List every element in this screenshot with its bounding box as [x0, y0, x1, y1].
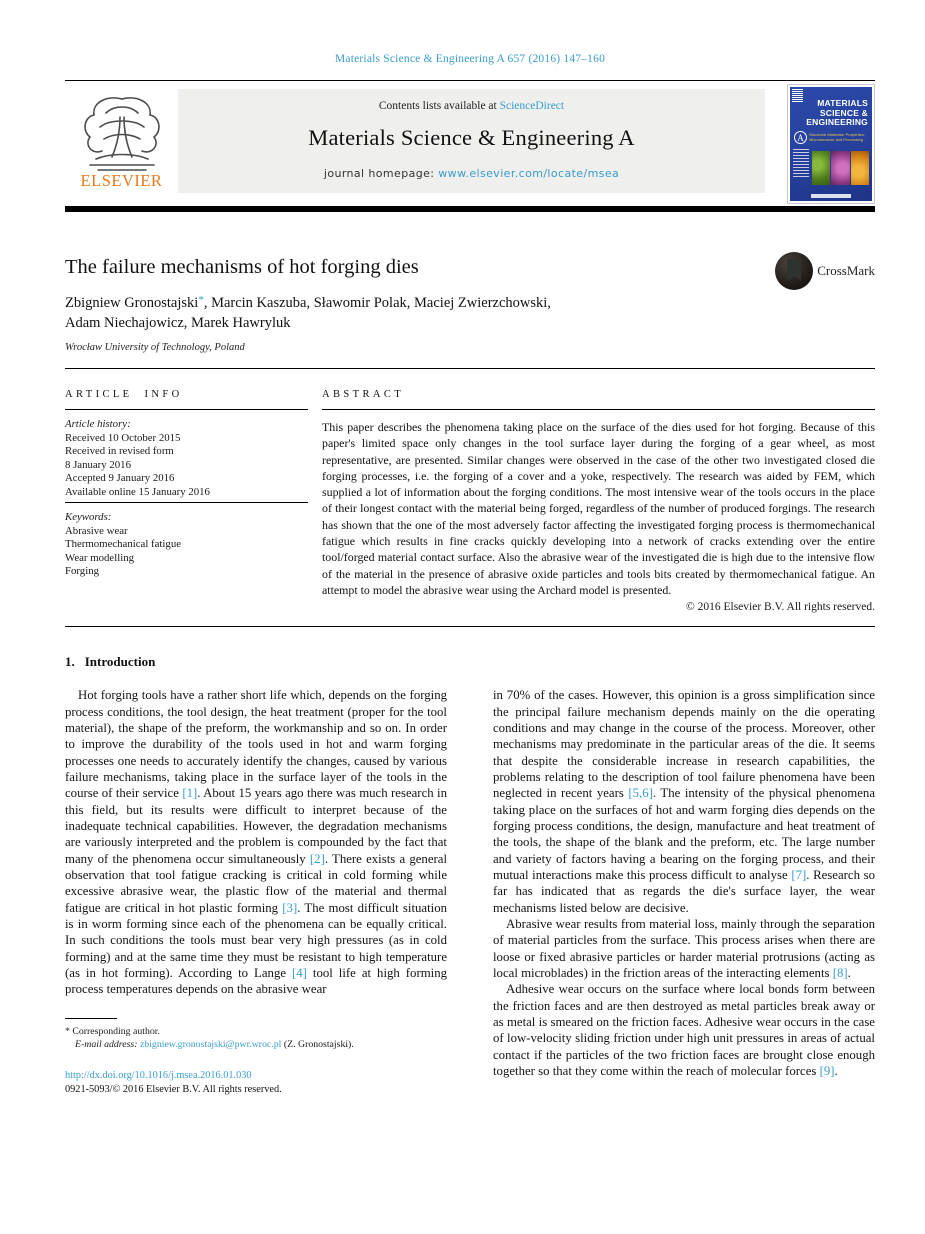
- crossmark-badge[interactable]: [775, 252, 875, 290]
- keyword-item: Abrasive wear: [65, 524, 128, 537]
- article-history-label: Article history:: [65, 418, 131, 430]
- corresponding-author-asterisk[interactable]: *: [198, 294, 204, 306]
- body-paragraph: Hot forging tools have a rather short life which, depends on the forging process conditions, the tool design, the heat treatment (proper for the tool material), the shape of the preform, the workmanship and so on. In order to improve the durability of the tools used in hot and warm forging processes one needs to accurately identify the changes, caused by various failure mechanisms, taking place in the surface layer of the tools in the course of their service [1]. About 15 years ago there was much research in this field, but its results were difficult to interpret because of the inadequate technical capabilities. However, the degradation mechanisms are variously interpreted and the problem is compounded by the fact that many of the phenomena occur simultaneously [2]. There exists a general observation that tool fatigue cracking is critical in cold forming while excessive abrasive wear, the plastic flow of the material and thermal fatigue are critical in hot plastic forming [3]. The most difficult situation is in worm forming since each of the phenomena can be equally critical. In such conditions the tools must bear very high pressures (as in cold forming) and at the same time they must be resistant to high temperature (as in hot forming). According to Lange [4] tool life at high forming process temperatures depends on the abrasive wear: [65, 688, 448, 997]
- crossmark-label: CrossMark: [817, 263, 875, 278]
- footer-block: [65, 1069, 447, 1097]
- cover-micrograph-green: [812, 151, 830, 185]
- header-divider-bar: [65, 206, 875, 212]
- history-item: Available online 15 January 2016: [65, 485, 210, 498]
- email-note: [65, 1038, 447, 1052]
- authors-line1-rest: , Marcin Kaszuba, Sławomir Polak, Maciej Zwierzchowski,: [203, 295, 551, 311]
- journal-banner: [178, 89, 765, 193]
- cover-footer-text: [811, 194, 851, 198]
- authors-line2: Adam Niechajowicz, Marek Hawryluk: [65, 314, 291, 331]
- cover-micrograph-magenta: [831, 151, 849, 185]
- top-rule: [65, 80, 875, 81]
- email-label: E-mail address:: [75, 1039, 138, 1051]
- right-column: [493, 687, 875, 1097]
- section-number: 1.: [65, 654, 75, 670]
- cover-micrograph-orange: [851, 151, 869, 185]
- section-heading-introduction: [65, 654, 875, 670]
- article-title: The failure mechanisms of hot forging dies: [65, 256, 419, 278]
- journal-title: Materials Science & Engineering A: [308, 125, 635, 150]
- article-info-heading: ARTICLE INFO: [65, 389, 183, 400]
- cover-subtitle: Structural Materials: Properties, Microstructure and Processing: [809, 132, 866, 142]
- keyword-item: Forging: [65, 565, 99, 577]
- elsevier-logo[interactable]: [65, 89, 178, 193]
- email-link[interactable]: zbigniew.gronostajski@pwr.wroc.pl: [139, 1039, 282, 1051]
- keyword-item: Thermomechanical fatigue: [65, 538, 182, 550]
- elsevier-tree-icon: [65, 93, 178, 173]
- body-paragraph: Abrasive wear results from material loss, mainly through the separation of material particles from the surface. This process arises when there are loose or fixed abrasive particles or harder material protrusions (acting as local microblades) in the friction areas of the interacting elements [8].: [493, 917, 875, 981]
- cover-title: MATERIALS SCIENCE & ENGINEERING: [806, 98, 868, 127]
- history-item: Accepted 9 January 2016: [65, 472, 175, 484]
- issn-copyright-line: 0921-5093/© 2016 Elsevier B.V. All rights reserved.: [65, 1083, 282, 1095]
- body-paragraph: in 70% of the cases. However, this opinion is a gross simplification since the principal failure mechanism depends mainly on the die operating conditions and may change in the course of the process. Moreover, other mechanisms may predominate in the particular areas of the die. It seems that despite the considerable increase in research capabilities, the problems relating to the description of tool failure phenomena have been neglected in recent years [5,6]. The intensity of the physical phenomena taking place on the surfaces of hot and warm forging dies depends on the forging process conditions, the design, manufacture and heat treatment of the tools, the shape of the blank and the preform, etc. The large number and variety of factors having a bearing on the forging process, and their mutual interactions make this process difficult to analyse [7]. Research so far has indicated that as regards the die's surface layer, the wear mechanisms listed below are decisive.: [493, 688, 876, 915]
- meta-section: [65, 369, 875, 613]
- abstract-column: [322, 369, 875, 613]
- keyword-item: Wear modelling: [65, 551, 134, 564]
- homepage-line: [178, 167, 765, 180]
- doi-link[interactable]: http://dx.doi.org/10.1016/j.msea.2016.01.030: [65, 1069, 252, 1081]
- contents-line: [178, 100, 765, 112]
- cover-side-text: [793, 149, 809, 179]
- journal-cover-art: [790, 87, 872, 201]
- corresponding-author-note: * Corresponding author.: [65, 1025, 160, 1037]
- author-1: Zbigniew Gronostajski: [65, 295, 199, 311]
- homepage-prefix: journal homepage:: [323, 167, 439, 180]
- cover-letter-a: A: [794, 131, 807, 144]
- journal-cover-thumbnail[interactable]: [787, 84, 875, 204]
- affiliation: Wrocław University of Technology, Poland: [65, 342, 245, 353]
- elsevier-wordmark: ELSEVIER: [80, 171, 163, 190]
- history-item: Received 10 October 2015: [65, 431, 181, 444]
- author-list: [65, 291, 875, 333]
- footnote-block: [65, 1018, 447, 1052]
- footnote-rule: [65, 1018, 117, 1019]
- body-paragraph: Adhesive wear occurs on the surface where local bonds form between the friction faces and are then destroyed as metal particles break away or as metal is smeared on the friction faces. Adhesive wear occurs in the case of low-velocity sliding friction under high unit pressures in areas of actual contact if the particles of the two friction faces are brought close enough together so that they come within the reach of molecular forces [9].: [493, 982, 875, 1079]
- abstract-heading: ABSTRACT: [322, 389, 405, 400]
- history-item: Received in revised form: [65, 445, 174, 457]
- article-info-column: [65, 369, 308, 613]
- cover-barcode-icon: [792, 89, 803, 102]
- section-title: Introduction: [84, 654, 156, 670]
- left-column: [65, 687, 447, 1097]
- keywords-label: Keywords:: [65, 511, 112, 523]
- contents-prefix: Contents lists available at: [378, 100, 500, 112]
- abstract-text: This paper describes the phenomena taking place on the surface of the dies used for hot forging. Because of this paper's limited space only changes in the tool surface layer during the forging of a gear wheel, as most representative, are presented. Similar changes were observed in the case of the other two investigated closed die forging processes, i.e. the forging of a cover and a yoke, respectively. The research was aided by FEM, which supplied a lot of information about the forging conditions. The most intensive wear of the tools occurs in the place of their longest contact with the material being forged, regardless of the number of produced forgings. The research has shown that the one of the most adversely factor affecting the investigated forging process is thermomechanical fatigue which results in fine cracks quickly developing into a network of cracks extending over the entire tool/forged material contact surface. Also the abrasive wear of the investigated die is high due to the intensive flow of the material in the presence of abrasive oxide particles and tools bits created by thermomechanical fatigue. An attempt to model the abrasive wear using the Archard model is presented.: [322, 420, 875, 597]
- email-suffix: (Z. Gronostajski).: [283, 1039, 354, 1051]
- meta-bottom-rule: [65, 626, 875, 627]
- body-columns: [65, 687, 875, 1097]
- journal-header: [65, 89, 875, 204]
- history-item: 8 January 2016: [65, 458, 131, 471]
- citation-link[interactable]: Materials Science & Engineering A 657 (2016) 147–160: [334, 53, 606, 65]
- crossmark-icon: [775, 252, 813, 290]
- cover-micrograph-strip: [812, 151, 869, 185]
- abstract-copyright: © 2016 Elsevier B.V. All rights reserved.: [686, 601, 875, 614]
- sciencedirect-link[interactable]: ScienceDirect: [499, 100, 565, 112]
- homepage-link[interactable]: www.elsevier.com/locate/msea: [438, 167, 620, 180]
